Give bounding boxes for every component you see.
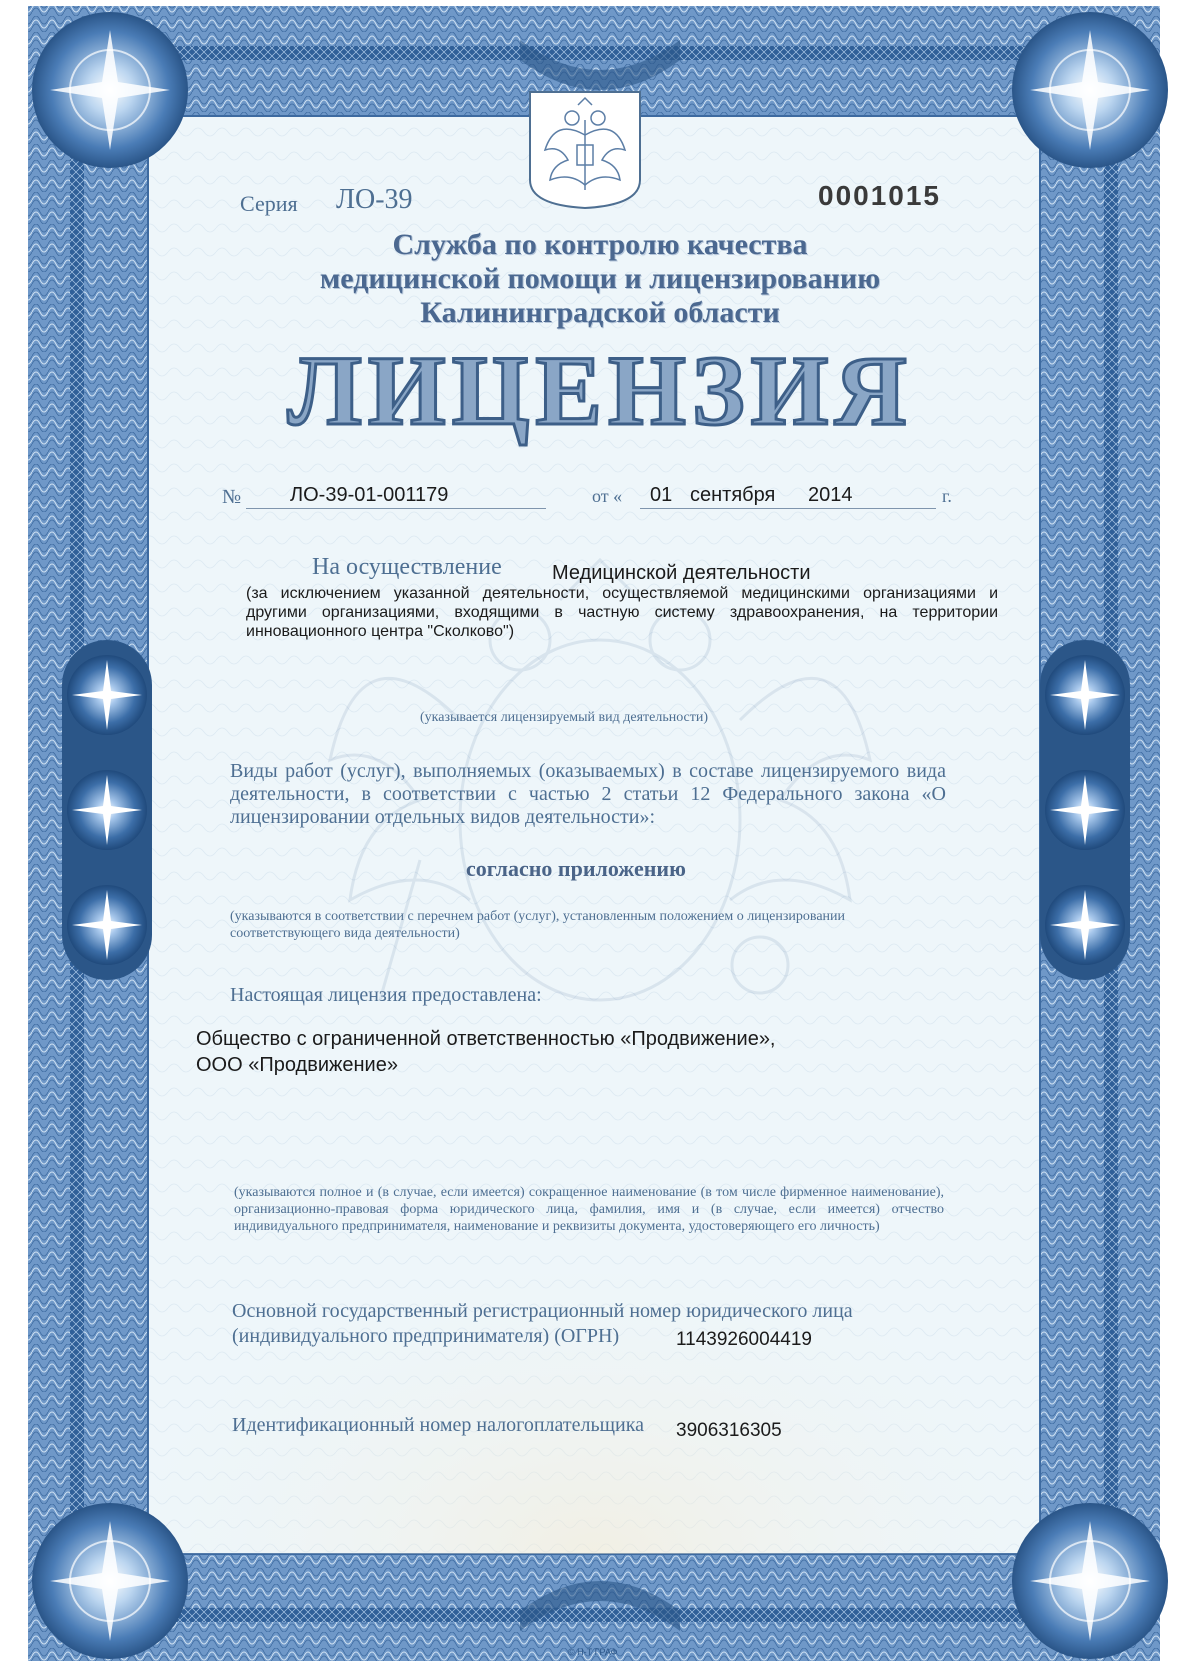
date-underline [640, 508, 936, 509]
license-day: 01 [650, 484, 673, 506]
number-underline [246, 508, 546, 509]
authority-line-2: медицинской помощи и лицензированию [319, 262, 881, 295]
form-number: 0001015 [818, 180, 942, 211]
grantee-short-name: ООО «Продвижение» [196, 1054, 398, 1076]
series-label: Серия [240, 191, 298, 216]
date-prefix: от « [592, 486, 623, 506]
ogrn-value: 1143926004419 [676, 1329, 812, 1350]
authority-line-3: Калининградской области [420, 296, 780, 329]
works-value: согласно приложению [466, 856, 686, 881]
authority-line-1: Служба по контролю качества [392, 228, 808, 261]
year-suffix: г. [942, 486, 952, 506]
series-value: ЛО-39 [336, 184, 413, 215]
works-label: Виды работ (услуг), выполняемых (оказываемых) в составе лицензируемого вида деятельности, в соответствии с частью 2 статьи 12 Федерального закона «О лицензировании отдельных видов деятельности»: [230, 760, 946, 828]
ogrn-label-line-2: (индивидуального предпринимателя) (ОГРН) [232, 1325, 620, 1347]
inn-label: Идентификационный номер налогоплательщика [232, 1414, 645, 1436]
activity-details: (за исключением указанной деятельности, осуществляемой медицинскими организациями и другими организациями, входящими в частную систему здравоохранения, на территории инновационного центра "Сколково") [246, 585, 998, 640]
issuing-authority [200, 228, 1000, 330]
works-hint: (указываются в соответствии с перечнем работ (услуг), установленным положением о лицензировании соответствующего вида деятельности) [230, 909, 846, 941]
activity-value: Медицинской деятельности [552, 562, 811, 584]
grantee-full-name: Общество с ограниченной ответственностью «Продвижение», [196, 1028, 776, 1050]
license-month: сентября [690, 484, 776, 506]
activity-label: На осуществление [312, 554, 502, 580]
number-label: № [222, 486, 242, 508]
license-year: 2014 [808, 484, 853, 506]
grantee-hint: (указываются полное и (в случае, если имеется) сокращенное наименование (в том числе фирменное наименование), организационно-правовая форма юридического лица, фамилия, имя и (в случае, если имеется) отчество индивидуального предпринимателя, наименование и реквизиты документа, удостоверяющего его личность) [234, 1185, 944, 1234]
license-number: ЛО-39-01-001179 [290, 484, 449, 506]
document-title: ЛИЦЕНЗИЯ [287, 335, 913, 446]
ogrn-label-line-1: Основной государственный регистрационный номер юридического лица [232, 1300, 853, 1322]
activity-hint: (указывается лицензируемый вид деятельности) [420, 710, 709, 725]
inn-value: 3906316305 [676, 1420, 782, 1441]
grantee-label: Настоящая лицензия предоставлена: [230, 984, 542, 1006]
printer-imprint: © Н-Т ГРАФ [568, 1647, 618, 1657]
